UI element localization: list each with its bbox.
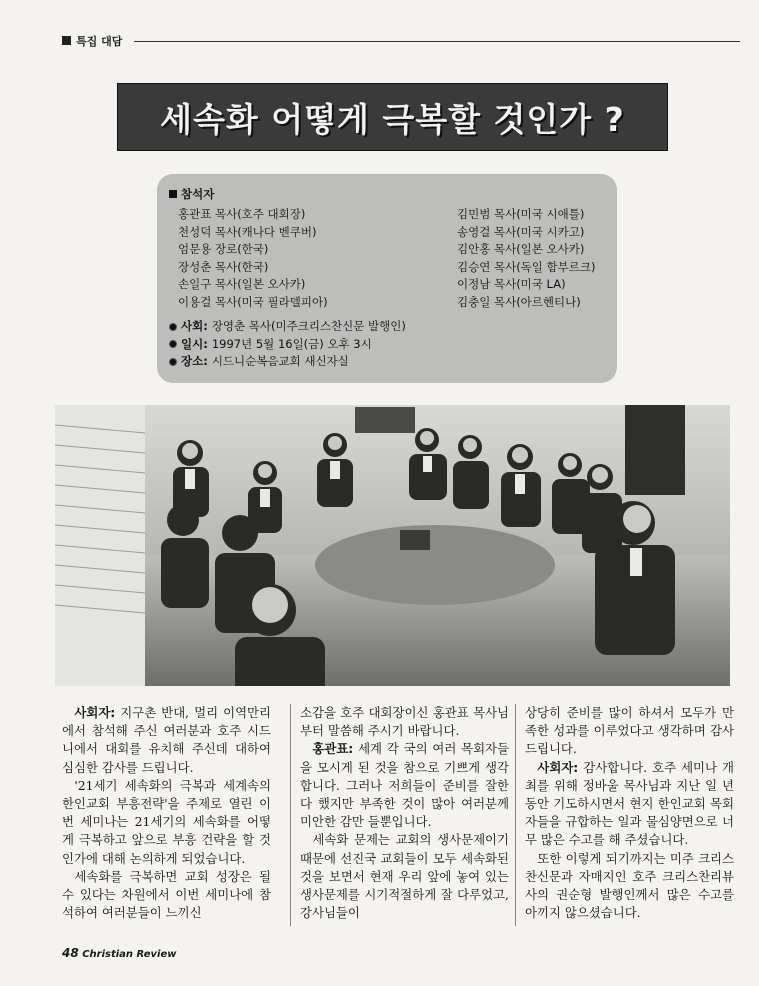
paragraph: 세속화를 극복하면 교회 성장은 될 수 있다는 차원에서 이번 세미나에 참석하여 여러분들이 느끼신: [62, 868, 271, 921]
meta-value: 장영춘 목사(미주크리스찬신문 발행인): [211, 319, 406, 333]
meta-date: [169, 336, 406, 354]
section-header: [62, 33, 740, 49]
page-number: 48: [62, 946, 79, 960]
paragraph: 소감을 호주 대회장이신 홍관표 목사님부터 말씀해 주시기 바랍니다.: [300, 705, 509, 739]
meta-label: 사회:: [181, 319, 208, 333]
paragraph: 상당히 준비를 많이 하셔서 모두가 만족한 성과를 이루었다고 생각하며 감사드립니다.: [525, 705, 734, 757]
header-square-icon: [62, 36, 71, 45]
paragraph: 세속화 문제는 교회의 생사문제이기 때문에 선진국 교회들이 모두 세속화된 것을 보면서 현재 우리 앞에 놓여 있는 생사문제를 시기적절하게 잘 다루었고, 강사님들이: [300, 832, 509, 921]
body-column-3: [525, 704, 734, 922]
header-rule: [134, 41, 740, 42]
paragraph: 또한 이렇게 되기까지는 미주 크리스찬신문과 자매지인 호주 크리스찬리뷰사의 권순형 발행인께서 많은 수고를 아끼지 않으셨습니다.: [525, 850, 734, 921]
participant: 장성춘 목사(한국): [178, 259, 269, 274]
bullet-dot-icon: [169, 340, 177, 348]
participant: 손일구 목사(일본 오사카): [178, 277, 306, 292]
participants-heading: [169, 186, 214, 202]
participant: 이용걸 목사(미국 필라델피아): [178, 294, 328, 309]
magazine-name: Christian Review: [82, 949, 177, 960]
participant: 이정남 목사(미국 LA): [457, 277, 566, 292]
column-divider: [515, 704, 516, 926]
participants-left-list: [178, 206, 328, 312]
body-column-1: [62, 704, 271, 922]
participant: 김충일 목사(아르헨티나): [457, 294, 581, 309]
paragraph: '21세기 세속화의 극복과 세계속의 한인교회 부흥전략'을 주제로 열린 이번 세미나는 21세기의 세속화를 어떻게 극복하고 앞으로 부흥 건략을 할 것인가에 대해 논의하게 되었습니다.: [62, 777, 271, 866]
paragraph: [525, 759, 734, 850]
body-column-2: [300, 704, 509, 922]
participants-right-list: [457, 206, 595, 312]
participant: 천성덕 목사(캐나다 벤쿠버): [178, 224, 317, 239]
meta-host: [169, 318, 406, 336]
page-footer: [62, 946, 176, 960]
paragraph-text: 세계 각 국의 여러 목회자들을 모시게 된 것을 참으로 기쁘게 생각합니다. 그러나 저희들이 준비를 잘한다 했지만 부족한 것이 많아 여러분께 미안한 감만 들뿐입니다.: [300, 741, 509, 830]
meeting-photo: [55, 405, 730, 686]
participants-box: [157, 174, 617, 383]
participant: 홍관표 목사(호주 대회장): [178, 207, 306, 221]
column-divider: [290, 704, 291, 926]
bullet-dot-icon: [169, 358, 177, 366]
participant: 김안홍 목사(일본 오사카): [457, 242, 585, 257]
paragraph: [62, 704, 271, 777]
participants-heading-text: 참석자: [181, 187, 215, 201]
section-label: 특집 대담: [76, 35, 123, 48]
participant: 엄문용 장로(한국): [178, 242, 269, 257]
meta-label: 일시:: [181, 336, 208, 351]
participant: 송영걸 목사(미국 시카고): [457, 224, 585, 239]
meeting-photo-illustration: [55, 405, 730, 686]
meta-value: 시드니순복음교회 새신자실: [211, 354, 349, 368]
paragraph-text: 지구촌 반대, 멀리 이역만리에서 참석해 주신 여러분과 호주 시드니에서 대회를 유치해 주신데 대하여 심심한 감사를 드립니다.: [62, 705, 271, 775]
participant: 김민범 목사(미국 시애틀): [457, 207, 585, 221]
participant: 김승연 목사(독일 함부르크): [457, 259, 596, 274]
paragraph-text: 감사합니다. 호주 세미나 개최를 위해 정바울 목사님과 지난 일 년 동안 기도하시면서 현지 한인교회 목회자들을 규합하는 일과 물심양면으로 너무 많은 수고를 해 주셨습니다.: [525, 759, 734, 848]
speaker-label: 사회자:: [74, 705, 116, 720]
bullet-dot-icon: [169, 323, 177, 331]
meta-value: 1997년 5월 16일(금) 오후 3시: [211, 336, 372, 351]
event-meta: [169, 318, 406, 371]
meta-place: [169, 353, 406, 371]
speaker-label: 홍관표:: [312, 741, 354, 757]
square-bullet-icon: [169, 190, 177, 198]
meta-label: 장소:: [181, 354, 208, 368]
speaker-label: 사회자:: [537, 759, 579, 775]
paragraph: [300, 740, 509, 831]
title-banner: [117, 83, 668, 151]
page-title: 세속화 어떻게 극복할 것인가 ?: [160, 99, 625, 139]
